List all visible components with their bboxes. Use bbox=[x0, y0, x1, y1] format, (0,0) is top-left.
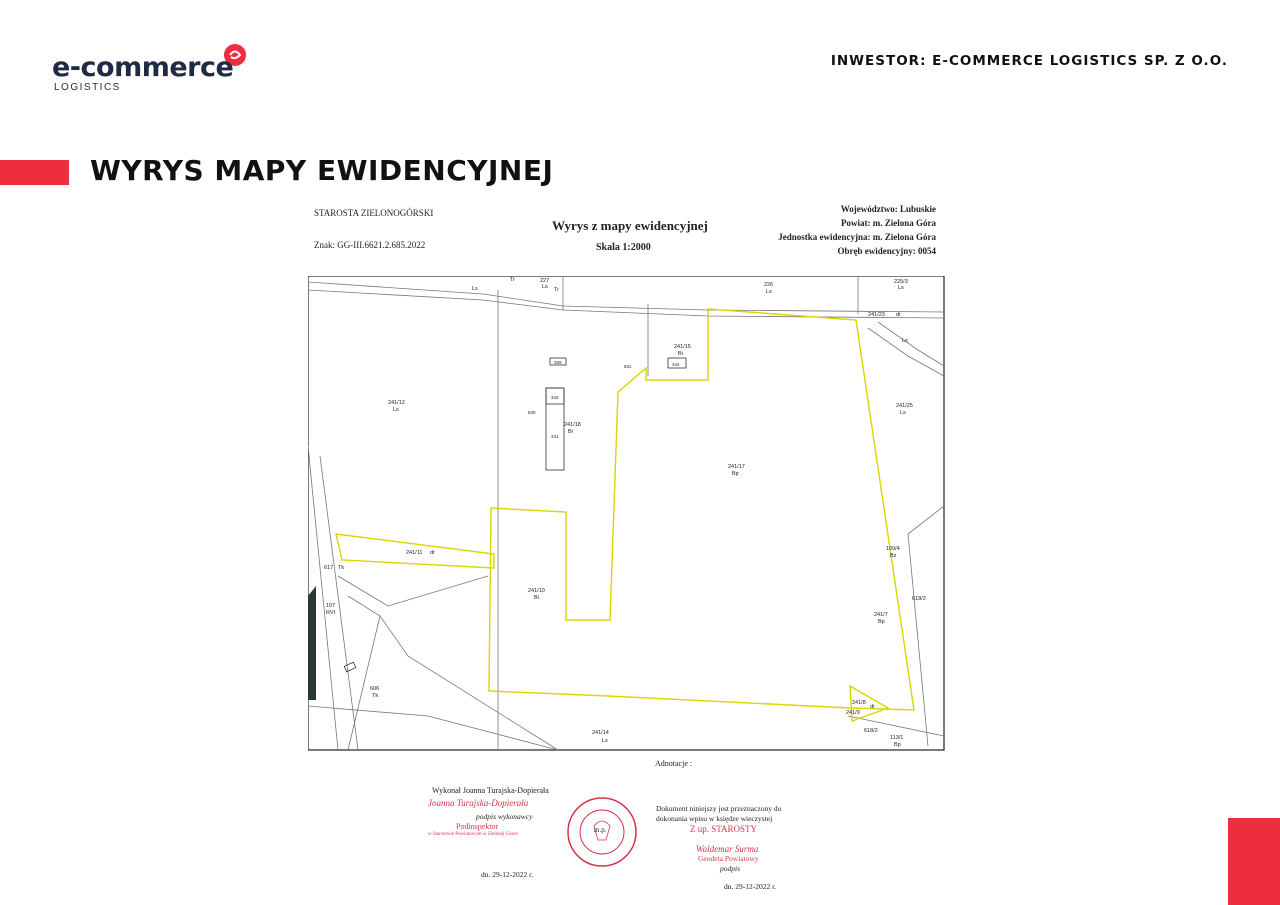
map-label: 107 bbox=[326, 603, 336, 609]
map-label: dr bbox=[896, 312, 901, 318]
map-label: Ls bbox=[602, 738, 608, 744]
document-heading: Wyrys z mapy ewidencyjnej bbox=[552, 218, 708, 233]
map-label: Bp bbox=[894, 742, 901, 748]
map-label: Ls bbox=[902, 338, 908, 344]
map-label: 241/7 bbox=[874, 612, 888, 618]
map-label: dr bbox=[430, 550, 435, 556]
map-label: Bi bbox=[568, 429, 573, 435]
stamp-office: w Starostwie Powiatowym w Zielonej Górze bbox=[428, 832, 518, 837]
date-right: dn. 29-12-2022 r. bbox=[724, 882, 777, 891]
map-label: Bi bbox=[678, 351, 683, 357]
map-label: 241/18 bbox=[564, 422, 581, 428]
map-label: 831 bbox=[624, 364, 632, 369]
map-label: 369 bbox=[554, 360, 562, 365]
starost-name: Waldemar Surma bbox=[696, 844, 759, 854]
map-label: 341 bbox=[551, 434, 559, 439]
map-label: 225/3 bbox=[894, 279, 908, 285]
map-label: Ls bbox=[542, 284, 548, 290]
map-label: dr bbox=[870, 704, 875, 710]
map-label: 618/2 bbox=[912, 596, 926, 602]
meta-precinct: Obręb ewidencyjny: 0054 bbox=[837, 246, 936, 256]
logo-subtitle: LOGISTICS bbox=[54, 82, 121, 93]
stamp-mp: m.p. bbox=[594, 826, 607, 834]
signature-label: podpis bbox=[720, 864, 741, 873]
cadastral-map bbox=[308, 276, 946, 752]
cadastral-document bbox=[296, 196, 956, 896]
map-label: Ls bbox=[393, 407, 399, 413]
map-label: Bp bbox=[732, 471, 739, 477]
signature-role: podpis wykonawcy bbox=[476, 812, 533, 821]
map-label: Ls bbox=[898, 285, 904, 291]
executed-by: Wykonał Joanna Turajska-Dopierała bbox=[432, 786, 549, 795]
map-label: 241/25 bbox=[896, 403, 913, 409]
map-label: 241/10 bbox=[528, 588, 545, 594]
investor-label: INWESTOR: E-COMMERCE LOGISTICS SP. Z O.O. bbox=[830, 53, 1228, 69]
meta-county: Powiat: m. Zielona Góra bbox=[841, 218, 936, 228]
map-label: 342 bbox=[551, 395, 559, 400]
map-label: 344 bbox=[672, 362, 680, 367]
map-label: 617 bbox=[324, 565, 334, 571]
page-title: WYRYS MAPY EWIDENCYJNEJ bbox=[90, 154, 554, 187]
map-label: 241/23 bbox=[868, 312, 885, 318]
map-label: Tk bbox=[338, 565, 345, 571]
purpose-line-2: dokonania wpisu w księdze wieczystej bbox=[656, 814, 773, 823]
map-label: 241/14 bbox=[592, 730, 609, 736]
meta-voivodeship: Województwo: Lubuskie bbox=[840, 204, 936, 214]
reference-number: Znak: GG-III.6621.2.685.2022 bbox=[314, 240, 426, 250]
purpose-line-1: Dokument niniejszy jest przeznaczony do bbox=[656, 804, 782, 813]
map-label: 241/12 bbox=[388, 400, 405, 406]
map-label: 109/4 bbox=[886, 546, 900, 552]
map-label: Tr bbox=[554, 287, 559, 293]
map-label: 226 bbox=[764, 282, 774, 288]
date-left: dn. 29-12-2022 r. bbox=[481, 870, 534, 879]
map-label: 830 bbox=[528, 410, 536, 415]
map-label: Ls bbox=[472, 286, 478, 292]
map-label: 227 bbox=[540, 278, 550, 284]
map-label: Bp bbox=[878, 619, 885, 625]
map-label: Bz bbox=[890, 553, 897, 559]
annotations-label: Adnotacje : bbox=[655, 759, 693, 768]
signature-name: Joanna Turajska-Dopierała bbox=[428, 798, 529, 808]
map-label: Bi bbox=[534, 595, 539, 601]
for-starost: Z up. STAROSTY bbox=[690, 824, 758, 834]
meta-unit: Jednostka ewidencyjna: m. Zielona Góra bbox=[778, 232, 936, 242]
map-label: 618/2 bbox=[864, 728, 878, 734]
map-scale: Skala 1:2000 bbox=[596, 242, 651, 253]
map-label: 241/9 bbox=[846, 710, 860, 716]
map-label: 241/15 bbox=[674, 344, 691, 350]
stamp-role: Podinspektor bbox=[456, 822, 499, 831]
map-label: 241/17 bbox=[728, 464, 745, 470]
title-accent-bar bbox=[0, 160, 69, 185]
starost-role: Geodeta Powiatowy bbox=[698, 854, 759, 863]
map-label: 241/11 bbox=[406, 550, 423, 556]
map-label: Tr bbox=[510, 277, 515, 283]
logo-text: e-commerce bbox=[52, 52, 234, 83]
authority: STAROSTA ZIELONOGÓRSKI bbox=[314, 208, 434, 218]
company-logo bbox=[52, 44, 262, 96]
map-label: Ls bbox=[766, 289, 772, 295]
map-label: Ls bbox=[900, 410, 906, 416]
map-label: Tk bbox=[372, 693, 379, 699]
map-label: 113/1 bbox=[890, 735, 904, 741]
map-label: RVI bbox=[326, 610, 336, 616]
corner-accent bbox=[1228, 818, 1280, 905]
map-label: 606 bbox=[370, 686, 380, 692]
map-label: 241/8 bbox=[852, 700, 866, 706]
